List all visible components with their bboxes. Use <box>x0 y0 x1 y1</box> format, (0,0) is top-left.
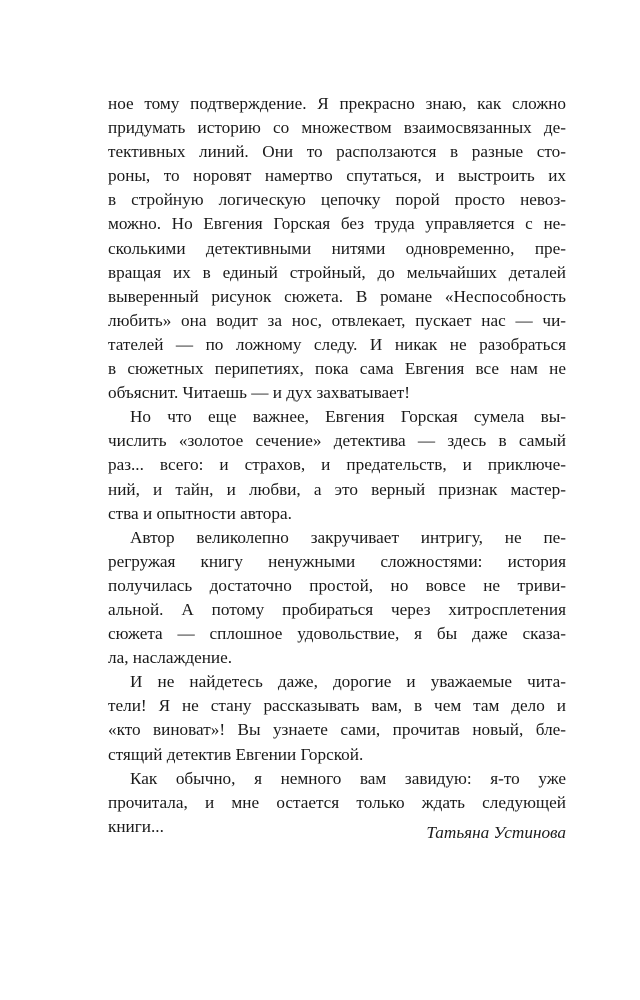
author-signature: Татьяна Устинова <box>426 823 566 842</box>
text-line: ное тому подтверждение. Я прекрасно знаю, как сложно <box>108 94 566 113</box>
text-line: Автор великолепно закручивает интригу, не пе- <box>130 527 566 547</box>
text-line: тели! Я не стану рассказывать вам, в чем там дело и <box>108 696 566 716</box>
text-line: Как обычно, я немного вам завидую: я-то уже <box>130 768 566 788</box>
text-line: можно. Но Евгения Горская без труда управляется с не- <box>108 214 566 234</box>
paragraph-1 <box>108 92 566 405</box>
text-line: тателей — по ложному следу. И никак не разобраться <box>108 334 566 354</box>
text-line: стящий детектив Евгении Горской. <box>108 744 364 764</box>
text-line: прочитала, и мне остается только ждать следующей <box>108 792 566 812</box>
text-line: сюжета — сплошное удовольствие, я бы даже сказа- <box>108 624 566 644</box>
paragraph-3 <box>108 526 566 671</box>
text-line: «кто виноват»! Вы узнаете сами, прочитав новый, бле- <box>108 720 566 740</box>
text-line: И не найдетесь даже, дорогие и уважаемые чита- <box>130 672 566 692</box>
text-line: ла, наслаждение. <box>108 648 233 668</box>
text-line: сколькими детективными нитями одновременно, пре- <box>108 238 566 258</box>
body-text <box>108 92 566 839</box>
text-line: Но что еще важнее, Евгения Горская сумела вы- <box>130 407 566 427</box>
text-line: альной. А потому пробираться через хитросплетения <box>108 599 566 619</box>
text-line: в сюжетных перипетиях, пока сама Евгения все нам не <box>108 359 566 379</box>
text-line: ства и опытности автора. <box>108 503 292 523</box>
text-line: в стройную логическую цепочку порой просто невоз- <box>108 190 566 210</box>
text-line: числить «золотое сечение» детектива — здесь в самый <box>108 431 566 451</box>
text-line: объяснит. Читаешь — и дух захватывает! <box>108 383 410 403</box>
text-line: тективных линий. Они то расползаются в разные сто- <box>108 142 566 162</box>
text-line: регружая книгу ненужными сложностями: история <box>108 551 566 571</box>
paragraph-2 <box>108 405 566 525</box>
text-line: любить» она водит за нос, отвлекает, пускает нас — чи- <box>108 310 566 330</box>
text-line: роны, то норовят намертво спутаться, и выстроить их <box>108 166 566 186</box>
text-line: получилась достаточно простой, но вовсе не триви- <box>108 575 566 595</box>
paragraph-4 <box>108 670 566 766</box>
text-line: раз... всего: и страхов, и предательств, и приключе- <box>108 455 566 475</box>
text-line: вращая их в единый стройный, до мельчайших деталей <box>108 262 566 282</box>
text-line: книги... <box>108 816 164 836</box>
text-line: ний, и тайн, и любви, а это верный признак мастер- <box>108 479 566 499</box>
text-line: выверенный рисунок сюжета. В романе «Неспособность <box>108 286 566 306</box>
text-line: придумать историю со множеством взаимосвязанных де- <box>108 118 566 138</box>
